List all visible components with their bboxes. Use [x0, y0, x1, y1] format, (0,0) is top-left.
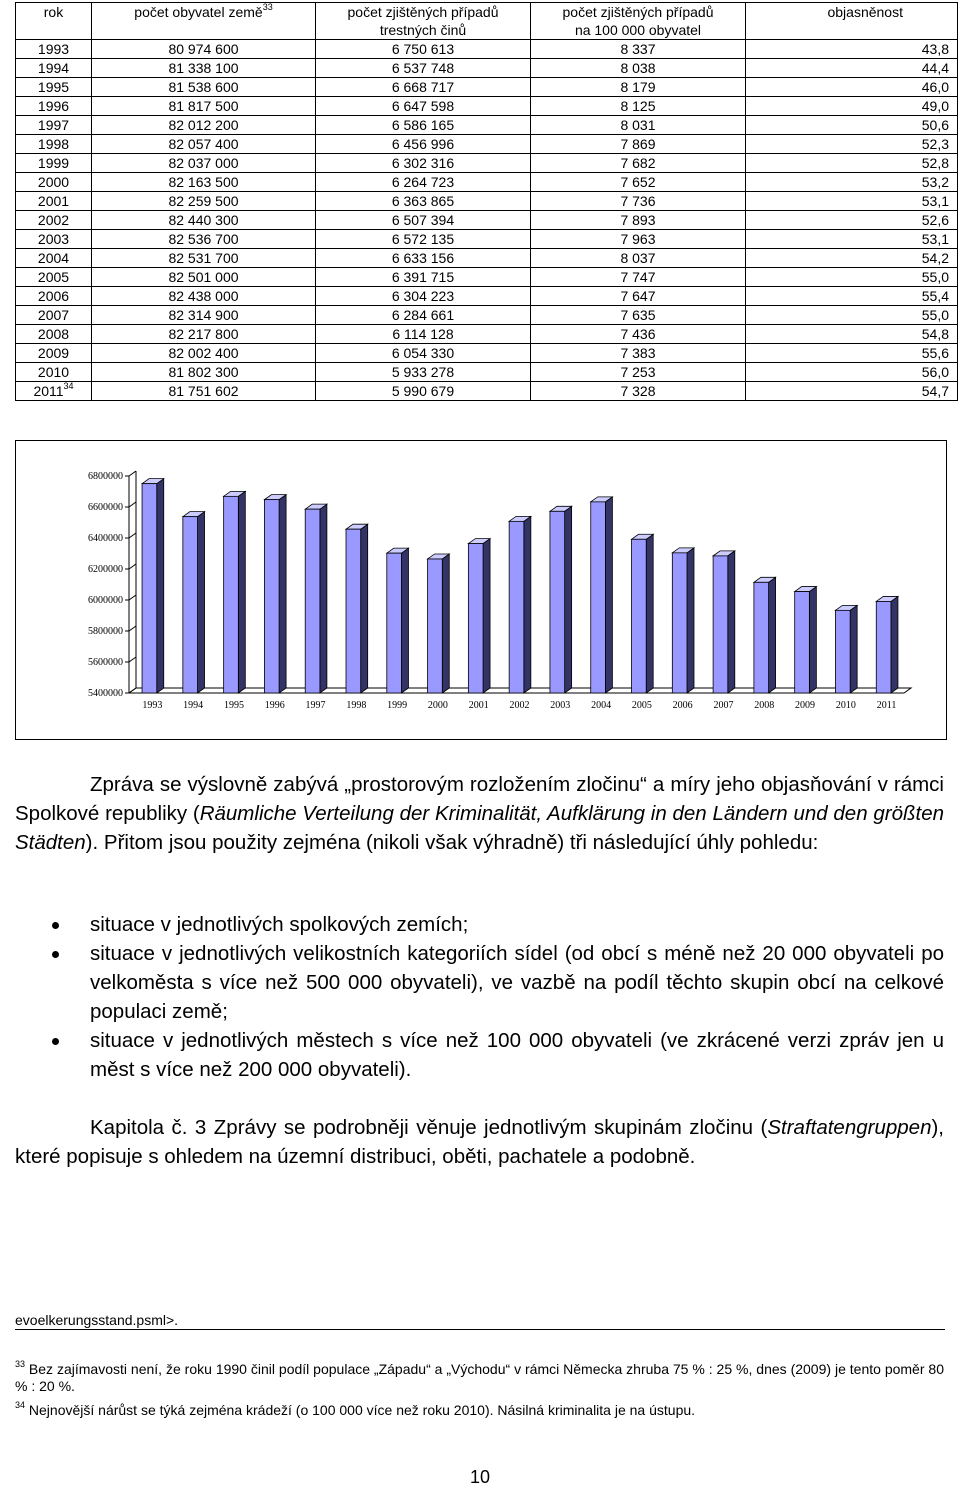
bar-side: [279, 495, 286, 693]
table-cell: 6 054 330: [316, 344, 531, 363]
x-tick-label: 2010: [835, 700, 856, 711]
x-tick-label: 2006: [672, 700, 693, 711]
footnote-33: $^{33}$ Bez zajímavosti není, že roku 1990 činil podíl populace „Západu“ a „Východu“ v rámci Německa zhruba 75 % : 25 %, dnes (2009) je tento poměr 80 % : 20 %.: [15, 1359, 944, 1394]
table-cell: 82 531 700: [92, 249, 316, 268]
table-cell: 2010: [16, 363, 92, 382]
x-tick-label: 2003: [550, 700, 571, 711]
table-cell: 6 633 156: [316, 249, 531, 268]
table-cell: 81 817 500: [92, 97, 316, 116]
table-cell: 82 163 500: [92, 173, 316, 192]
table-cell: 52,6: [746, 211, 958, 230]
y-tick-depth: [129, 533, 136, 538]
table-cell: 2007: [16, 306, 92, 325]
bar-side: [442, 554, 449, 693]
german-term: Straftatengruppen: [767, 1116, 932, 1139]
bullet-icon: [52, 1038, 59, 1045]
table-cell: 6 668 717: [316, 78, 531, 97]
table-cell: 6 750 613: [316, 40, 531, 59]
table-row: [16, 154, 958, 173]
table-cell: 6 507 394: [316, 211, 531, 230]
list-item: situace v jednotlivých velikostních kategoriích sídel (od obcí s méně než 20 000 obyvateli po velkoměsta s více než 500 000 obyvateli), ve vazbě na podíl těchto skupin obcí na celkové populaci země;: [15, 939, 944, 1026]
bar: [713, 556, 728, 693]
table-cell: 81 538 600: [92, 78, 316, 97]
table-cell: 44,4: [746, 59, 958, 78]
bar: [632, 539, 647, 693]
table-cell: 6 264 723: [316, 173, 531, 192]
bar-side: [361, 524, 368, 693]
x-tick-label: 2005: [631, 700, 652, 711]
footnote-divider: [15, 1329, 945, 1330]
bar-side: [850, 605, 857, 693]
table-row: [16, 78, 958, 97]
y-tick-depth: [129, 657, 136, 662]
x-tick-label: 1997: [305, 700, 326, 711]
table-cell: 2006: [16, 287, 92, 306]
table-cell: 46,0: [746, 78, 958, 97]
bar: [672, 553, 687, 693]
bar: [264, 500, 279, 693]
table-cell: 81 802 300: [92, 363, 316, 382]
table-cell: 7 682: [531, 154, 746, 173]
x-tick-label: 1999: [387, 700, 408, 711]
table-cell: 53,1: [746, 192, 958, 211]
table-cell: 54,8: [746, 325, 958, 344]
header-clearance-rate: objasněnost: [746, 3, 958, 40]
bar-side: [238, 491, 245, 693]
bar-chart-svg: [16, 441, 948, 741]
table-cell: 55,0: [746, 306, 958, 325]
bar: [428, 559, 443, 693]
y-tick-label: 6400000: [88, 533, 123, 544]
table-cell: 52,8: [746, 154, 958, 173]
table-row: [16, 116, 958, 135]
table-cell: 55,4: [746, 287, 958, 306]
bar-side: [605, 497, 612, 693]
table-cell: 54,2: [746, 249, 958, 268]
table-header-row: [16, 3, 958, 40]
table-cell: 8 038: [531, 59, 746, 78]
table-cell: 54,7: [746, 382, 958, 401]
header-population: počet obyvatel země$^{33}$: [92, 3, 316, 40]
table-cell: 7 652: [531, 173, 746, 192]
table-row: [16, 325, 958, 344]
table-cell: 50,6: [746, 116, 958, 135]
table-cell: 8 037: [531, 249, 746, 268]
table-cell: 6 391 715: [316, 268, 531, 287]
y-tick-depth: [129, 626, 136, 631]
table-cell: 80 974 600: [92, 40, 316, 59]
bar-side: [769, 577, 776, 693]
y-tick-depth: [129, 564, 136, 569]
table-cell: 43,8: [746, 40, 958, 59]
table-cell: 82 002 400: [92, 344, 316, 363]
bar: [795, 592, 810, 693]
header-crimes: počet zjištěných případů trestných činů: [316, 3, 531, 40]
table-cell: 6 284 661: [316, 306, 531, 325]
table-cell: 8 031: [531, 116, 746, 135]
bar-side: [524, 516, 531, 693]
table-cell: 2003: [16, 230, 92, 249]
y-tick-label: 6200000: [88, 564, 123, 575]
bar-side: [646, 534, 653, 693]
table-cell: 82 259 500: [92, 192, 316, 211]
table-cell: 82 501 000: [92, 268, 316, 287]
bar: [142, 484, 157, 693]
table-cell: 53,1: [746, 230, 958, 249]
bar: [224, 496, 239, 693]
bar: [591, 502, 606, 693]
table-cell: 7 747: [531, 268, 746, 287]
table-cell: 55,0: [746, 268, 958, 287]
table-row: [16, 344, 958, 363]
table-row: [16, 363, 958, 382]
table-cell: 55,6: [746, 344, 958, 363]
x-tick-label: 2009: [795, 700, 816, 711]
table-cell: 2011$^{34}$: [16, 382, 92, 401]
table-cell: 5 990 679: [316, 382, 531, 401]
x-tick-label: 2011: [876, 700, 897, 711]
x-tick-label: 2004: [591, 700, 612, 711]
table-cell: 6 304 223: [316, 287, 531, 306]
table-cell: 2002: [16, 211, 92, 230]
paragraph-chapter3: Kapitola č. 3 Zprávy se podrobněji věnuje jednotlivým skupinám zločinu (Straftatengruppen), které popisuje s ohledem na územní distribuci, oběti, pachatele a podobně.: [15, 1116, 944, 1168]
bar-side: [891, 596, 898, 693]
bar-side: [401, 548, 408, 693]
table-cell: 6 647 598: [316, 97, 531, 116]
paragraph-intro: Zpráva se výslovně zabývá „prostorovým rozložením zločinu“ a míry jeho objasňování v rámci Spolkové republiky (Räumliche Verteilung der Kriminalität, Aufklärung in den Ländern und den größten Städten). Přitom jsou použity zejména (nikoli však výhradně) tři následující úhly pohledu:: [15, 773, 944, 854]
table-cell: 7 635: [531, 306, 746, 325]
statistics-table: [15, 2, 958, 401]
bar: [387, 553, 402, 693]
table-row: [16, 268, 958, 287]
table-cell: 7 328: [531, 382, 746, 401]
table-body: [16, 40, 958, 401]
table-row: [16, 230, 958, 249]
table-row: [16, 40, 958, 59]
list-item: situace v jednotlivých spolkových zemích;: [15, 910, 944, 939]
bar: [835, 610, 850, 693]
x-tick-label: 1994: [183, 700, 204, 711]
bar-chart: [15, 440, 947, 740]
bar: [754, 582, 769, 693]
bullet-icon: [52, 951, 59, 958]
bar: [346, 529, 361, 693]
footnote-ref-34: 34: [63, 381, 74, 391]
bar-side: [483, 539, 490, 693]
table-cell: 82 536 700: [92, 230, 316, 249]
bar-side: [320, 504, 327, 693]
y-tick-label: 5400000: [88, 688, 123, 699]
bar: [305, 509, 320, 693]
table-cell: 6 586 165: [316, 116, 531, 135]
table-cell: 1996: [16, 97, 92, 116]
table-cell: 2005: [16, 268, 92, 287]
x-tick-label: 1995: [223, 700, 244, 711]
table-row: [16, 306, 958, 325]
bar: [183, 517, 198, 693]
footnote-34: $^{34}$ Nejnovější nárůst se týká zejména krádeží (o 100 000 více než roku 2010). Násilná kriminalita je na ústupu.: [15, 1400, 696, 1418]
bar-side: [809, 587, 816, 693]
table-row: [16, 59, 958, 78]
table-cell: 8 337: [531, 40, 746, 59]
table-cell: 82 012 200: [92, 116, 316, 135]
page-number: 10: [469, 1467, 491, 1487]
table-cell: 2000: [16, 173, 92, 192]
bar-side: [157, 479, 164, 693]
x-tick-label: 1998: [346, 700, 367, 711]
table-cell: 53,2: [746, 173, 958, 192]
table-row: [16, 382, 958, 401]
table-row: [16, 135, 958, 154]
y-tick-depth: [129, 595, 136, 600]
table-cell: 82 440 300: [92, 211, 316, 230]
table-cell: 5 933 278: [316, 363, 531, 382]
x-tick-label: 1996: [264, 700, 285, 711]
table-row: [16, 287, 958, 306]
german-title: Räumliche Verteilung der Kriminalität, Aufklärung in den Ländern und den größten Städten: [15, 802, 944, 854]
table-cell: 1994: [16, 59, 92, 78]
table-cell: 49,0: [746, 97, 958, 116]
bullet-icon: [52, 922, 59, 929]
y-tick-label: 5800000: [88, 626, 123, 637]
table-row: [16, 192, 958, 211]
table-cell: 6 456 996: [316, 135, 531, 154]
y-tick-label: 6600000: [88, 502, 123, 513]
table-cell: 82 057 400: [92, 135, 316, 154]
table-cell: 8 125: [531, 97, 746, 116]
table-cell: 7 436: [531, 325, 746, 344]
header-crimes-per-100k: počet zjištěných případů na 100 000 obyvatel: [531, 3, 746, 40]
table-cell: 82 438 000: [92, 287, 316, 306]
table-cell: 8 179: [531, 78, 746, 97]
table-cell: 82 314 900: [92, 306, 316, 325]
table-cell: 7 963: [531, 230, 746, 249]
table-cell: 7 647: [531, 287, 746, 306]
x-tick-label: 2008: [754, 700, 775, 711]
y-tick-label: 6800000: [88, 471, 123, 482]
bar: [550, 511, 565, 693]
table-cell: 1993: [16, 40, 92, 59]
bar: [509, 521, 524, 693]
x-tick-label: 1993: [142, 700, 163, 711]
x-tick-label: 2002: [509, 700, 530, 711]
table-row: [16, 97, 958, 116]
table-cell: 82 037 000: [92, 154, 316, 173]
table-cell: 7 253: [531, 363, 746, 382]
x-tick-label: 2007: [713, 700, 734, 711]
table-cell: 2001: [16, 192, 92, 211]
table-cell: 6 537 748: [316, 59, 531, 78]
footnote-ref-33: 33: [262, 2, 273, 13]
table-cell: 52,3: [746, 135, 958, 154]
table-cell: 1995: [16, 78, 92, 97]
table-cell: 6 572 135: [316, 230, 531, 249]
y-tick-depth: [129, 471, 136, 476]
table-cell: 82 217 800: [92, 325, 316, 344]
y-tick-label: 5600000: [88, 657, 123, 668]
table-cell: 2004: [16, 249, 92, 268]
table-cell: 1998: [16, 135, 92, 154]
table-row: [16, 211, 958, 230]
x-tick-label: 2000: [427, 700, 448, 711]
table-row: [16, 249, 958, 268]
bar-side: [198, 512, 205, 693]
table-cell: 81 751 602: [92, 382, 316, 401]
y-tick-label: 6000000: [88, 595, 123, 606]
bullet-list: [15, 910, 944, 1084]
table-cell: 6 302 316: [316, 154, 531, 173]
table-row: [16, 173, 958, 192]
x-tick-label: 2001: [468, 700, 489, 711]
bar-side: [728, 551, 735, 693]
bar: [468, 544, 483, 693]
bar-side: [687, 548, 694, 693]
table-cell: 7 383: [531, 344, 746, 363]
list-item: situace v jednotlivých městech s více než 100 000 obyvateli (ve zkrácené verzi zpráv jen u měst s více než 200 000 obyvateli).: [15, 1026, 944, 1084]
table-cell: 6 363 865: [316, 192, 531, 211]
table-cell: 2009: [16, 344, 92, 363]
table-cell: 7 869: [531, 135, 746, 154]
y-tick-depth: [129, 502, 136, 507]
bar-side: [565, 506, 572, 693]
table-cell: 81 338 100: [92, 59, 316, 78]
table-cell: 7 736: [531, 192, 746, 211]
header-year: rok: [16, 3, 92, 40]
table-cell: 2008: [16, 325, 92, 344]
table-cell: 56,0: [746, 363, 958, 382]
table-cell: 1997: [16, 116, 92, 135]
bar: [876, 601, 891, 693]
footnote-continuation: evoelkerungsstand.psml>.: [15, 1312, 179, 1328]
table-cell: 1999: [16, 154, 92, 173]
table-cell: 7 893: [531, 211, 746, 230]
table-cell: 6 114 128: [316, 325, 531, 344]
